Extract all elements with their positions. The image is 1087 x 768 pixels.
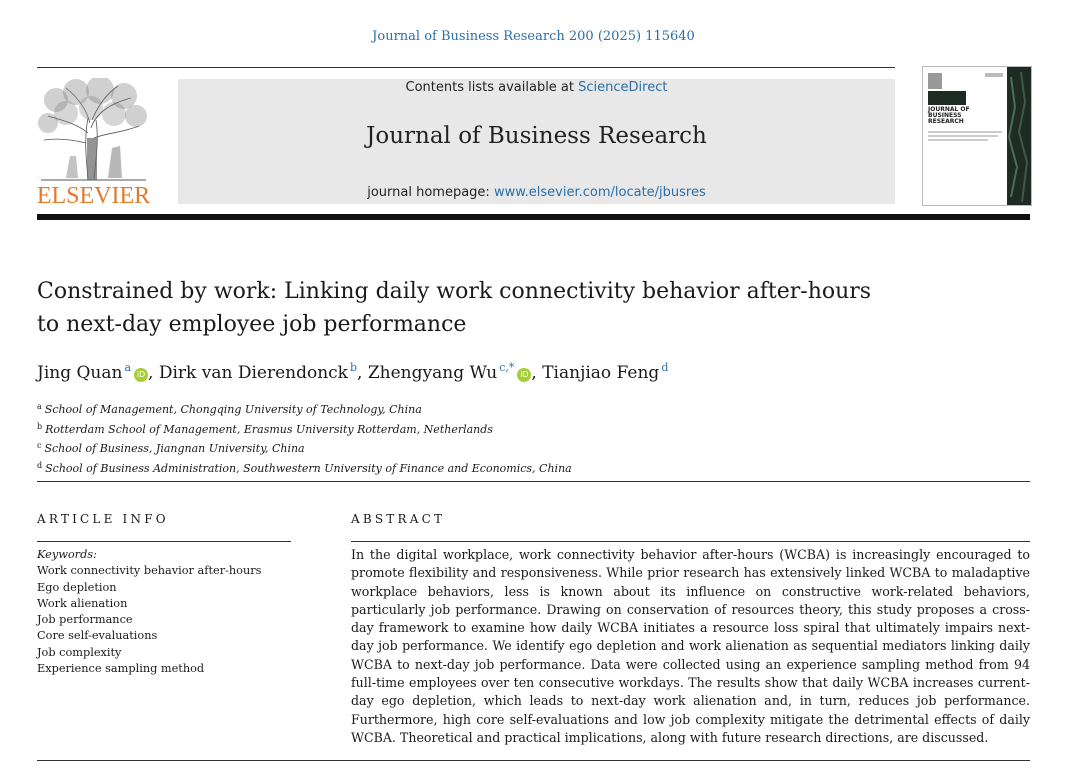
journal-masthead [178, 79, 895, 204]
keyword-item: Experience sampling method [37, 662, 205, 676]
elsevier-wordmark: ELSEVIER [36, 183, 151, 209]
affiliation: $^d$ School of Business Administration, Southwestern University of Finance and Economics, China [37, 460, 572, 475]
citation-journal-link[interactable]: Journal of Business Research [372, 29, 565, 44]
orcid-icon[interactable]: iD [134, 368, 148, 382]
affiliation: $^a$ School of Management, Chongqing University of Technology, China [37, 402, 422, 416]
author-affiliation-marker[interactable]: b [350, 361, 358, 374]
author-name[interactable]: Zhengyang Wu [367, 363, 498, 383]
keyword-item: Core self-evaluations [37, 629, 158, 643]
header-rule [37, 67, 895, 68]
masthead-thick-rule [37, 214, 1030, 220]
affiliation: $^c$ School of Business, Jiangnan University, China [37, 441, 305, 455]
section-divider [37, 481, 1030, 482]
contents-line: Contents lists available at ScienceDirect [405, 80, 668, 95]
citation-volume: 200 (2025) 115640 [564, 29, 695, 44]
author-affiliation-marker[interactable]: a [124, 361, 132, 374]
abstract-heading: ABSTRACT [351, 512, 446, 526]
affiliation-list [37, 399, 937, 477]
author-name[interactable]: Jing Quan [37, 363, 123, 383]
abstract-text: In the digital workplace, work connectivity behavior after-hours (WCBA) is increasingly encouraged to promote flexibility and responsiveness. While prior research has extensively linked WCBA to maladaptive workplace behaviors, less is known about its influence on constructive work-related behaviors, particularly job performance. Drawing on conservation of resources theory, this study proposes a cross-day framework to examine how daily WCBA initiates a resource loss spiral that ultimately impairs next-day job performance. We identify ego depletion and work alienation as sequential mediators linking daily WCBA to next-day job performance. Data were collected using an experience sampling method from 94 full-time employees over ten consecutive workdays. The results show that daily WCBA increases current-day ego depletion, which leads to next-day work alienation and, in turn, reduces job performance. Furthermore, high core self-evaluations and low job complexity mitigate the detrimental effects of daily WCBA. Theoretical and practical implications, along with future research directions, are discussed. [351, 547, 1030, 745]
author-name[interactable]: Dirk van Dierendonck [158, 363, 348, 383]
author-list: Jing Quan $^a$iD , Dirk van Dierendonck $^b$, Zhengyang Wu $^{c,*}$iD , Tianjiao Feng $^d$ [37, 361, 669, 383]
keywords-rule [37, 541, 291, 542]
author-name[interactable]: Tianjiao Feng [542, 363, 660, 383]
journal-homepage-link[interactable]: www.elsevier.com/locate/jbusres [493, 185, 706, 200]
keyword-item: Job complexity [37, 645, 122, 659]
keywords-list [37, 547, 291, 677]
cover-image [923, 67, 1031, 205]
sciencedirect-link[interactable]: ScienceDirect [578, 80, 668, 95]
keyword-item: Job performance [37, 613, 133, 627]
article-title: Constrained by work: Linking daily work connectivity behavior after-hours to next-day employee job performance [37, 279, 872, 337]
abstract-rule [351, 541, 1030, 542]
author-affiliation-marker[interactable]: c,* [499, 361, 515, 374]
citation-line [0, 29, 1067, 44]
cover-title: JOURNAL OF BUSINESS RESEARCH [928, 106, 970, 125]
article-info-heading: ARTICLE INFO [37, 512, 169, 526]
journal-cover-thumbnail[interactable] [922, 66, 1032, 206]
keyword-item: Work connectivity behavior after-hours [37, 564, 262, 578]
journal-name: Journal of Business Research [366, 123, 707, 149]
affiliation: $^b$ Rotterdam School of Management, Erasmus University Rotterdam, Netherlands [37, 421, 493, 436]
keyword-item: Work alienation [37, 596, 128, 610]
keywords-label: Keywords: [37, 548, 97, 561]
orcid-icon[interactable]: iD [517, 368, 531, 382]
homepage-line: journal homepage: www.elsevier.com/locate/jbusres [367, 185, 706, 200]
keyword-item: Ego depletion [37, 580, 117, 594]
author-affiliation-marker[interactable]: d [661, 361, 669, 374]
footer-rule [37, 760, 1030, 761]
